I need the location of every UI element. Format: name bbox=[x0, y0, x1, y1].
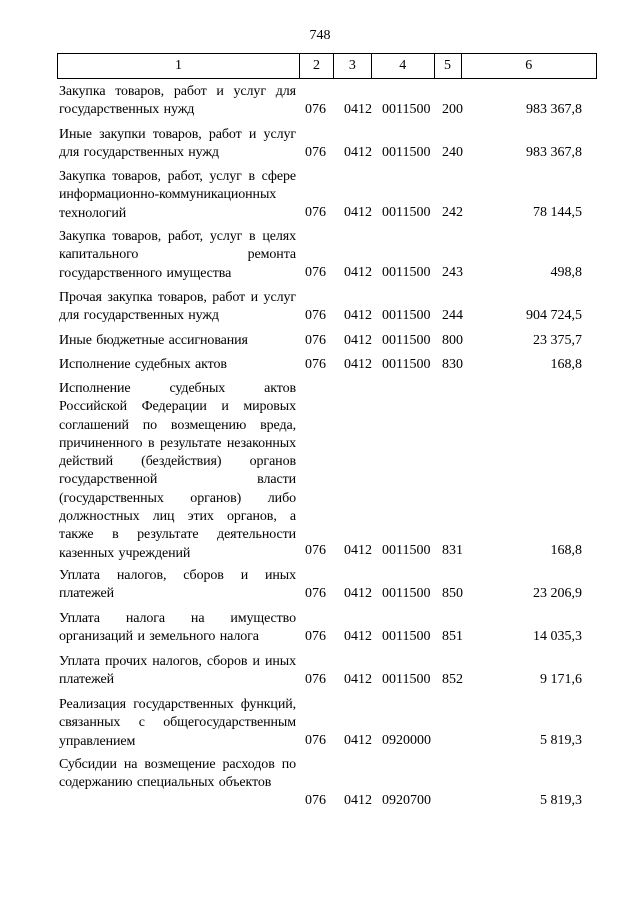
header-col-6: 6 bbox=[525, 58, 533, 73]
row-name: Уплата прочих налогов, сборов и иных платежей bbox=[59, 654, 296, 688]
row-col-3: 0412 bbox=[344, 265, 372, 280]
row-col-6: 168,8 bbox=[550, 357, 582, 372]
row-name: Иные бюджетные ассигнования bbox=[59, 333, 248, 348]
row-col-5: 240 bbox=[442, 145, 463, 160]
row-col-2: 076 bbox=[305, 543, 326, 558]
row-col-6: 5 819,3 bbox=[540, 793, 582, 808]
table-header bbox=[57, 53, 597, 79]
row-col-6: 9 171,6 bbox=[540, 672, 582, 687]
row-name: Субсидии на возмещение расходов по содержанию специальных объектов bbox=[59, 757, 296, 791]
row-col-3: 0412 bbox=[344, 102, 372, 117]
header-col-3: 3 bbox=[334, 54, 372, 78]
row-col-2: 076 bbox=[305, 333, 326, 348]
row-col-4: 0011500 bbox=[382, 586, 431, 601]
row-col-2: 076 bbox=[305, 102, 326, 117]
row-col-3: 0412 bbox=[344, 357, 372, 372]
row-col-2: 076 bbox=[305, 629, 326, 644]
row-col-5: 850 bbox=[442, 586, 463, 601]
row-name: Уплата налогов, сборов и иных платежей bbox=[59, 568, 296, 602]
row-col-6: 23 375,7 bbox=[533, 333, 582, 348]
row-col-4: 0011500 bbox=[382, 357, 431, 372]
header-col-4: 4 bbox=[372, 54, 435, 78]
row-col-5: 851 bbox=[442, 629, 463, 644]
row-col-4: 0011500 bbox=[382, 308, 431, 323]
row-col-6: 14 035,3 bbox=[533, 629, 582, 644]
row-col-5: 830 bbox=[442, 357, 463, 372]
row-col-3: 0412 bbox=[344, 672, 372, 687]
row-col-2: 076 bbox=[305, 308, 326, 323]
row-col-6: 168,8 bbox=[550, 543, 582, 558]
row-col-4: 0920000 bbox=[382, 733, 431, 748]
row-col-6: 78 144,5 bbox=[533, 205, 582, 220]
row-col-2: 076 bbox=[305, 672, 326, 687]
row-col-4: 0011500 bbox=[382, 543, 431, 558]
header-col-2: 2 bbox=[300, 54, 334, 78]
row-col-3: 0412 bbox=[344, 733, 372, 748]
row-col-3: 0412 bbox=[344, 543, 372, 558]
page-number: 748 bbox=[309, 28, 331, 43]
row-col-4: 0011500 bbox=[382, 265, 431, 280]
row-name: Исполнение судебных актов Российской Федерации и мировых соглашений по возмещению вреда, причиненного в результате незаконных действий (бездействия) органов государственной власти (государственных органов) либо должностных лиц этих органов, а также в результате деятельности казенных учреждений bbox=[59, 381, 296, 561]
row-col-4: 0011500 bbox=[382, 145, 431, 160]
row-col-2: 076 bbox=[305, 357, 326, 372]
header-col-5: 5 bbox=[435, 54, 462, 78]
row-col-4: 0011500 bbox=[382, 333, 431, 348]
row-name: Прочая закупка товаров, работ и услуг для государственных нужд bbox=[59, 290, 296, 324]
row-col-4: 0011500 bbox=[382, 102, 431, 117]
row-col-2: 076 bbox=[305, 793, 326, 808]
header-col-1: 1 bbox=[58, 54, 300, 78]
row-col-4: 0920700 bbox=[382, 793, 431, 808]
row-col-6: 498,8 bbox=[550, 265, 582, 280]
row-col-3: 0412 bbox=[344, 333, 372, 348]
row-col-3: 0412 bbox=[344, 145, 372, 160]
row-name: Уплата налога на имущество организаций и земельного налога bbox=[59, 611, 296, 645]
row-name: Закупка товаров, работ, услуг в сфере информационно-коммуникационных технологий bbox=[59, 169, 296, 221]
row-col-2: 076 bbox=[305, 733, 326, 748]
row-col-6: 5 819,3 bbox=[540, 733, 582, 748]
row-col-6: 904 724,5 bbox=[526, 308, 582, 323]
row-col-2: 076 bbox=[305, 586, 326, 601]
row-name: Закупка товаров, работ, услуг в целях капитального ремонта государственного имущества bbox=[59, 229, 296, 281]
row-col-6: 23 206,9 bbox=[533, 586, 582, 601]
row-col-3: 0412 bbox=[344, 586, 372, 601]
row-name: Закупка товаров, работ и услуг для государственных нужд bbox=[59, 84, 296, 118]
row-col-3: 0412 bbox=[344, 629, 372, 644]
row-col-5: 852 bbox=[442, 672, 463, 687]
row-col-2: 076 bbox=[305, 145, 326, 160]
row-col-2: 076 bbox=[305, 265, 326, 280]
row-col-5: 244 bbox=[442, 308, 463, 323]
row-col-6: 983 367,8 bbox=[526, 145, 582, 160]
row-col-5: 800 bbox=[442, 333, 463, 348]
row-col-5: 200 bbox=[442, 102, 463, 117]
row-col-4: 0011500 bbox=[382, 205, 431, 220]
row-name: Иные закупки товаров, работ и услуг для государственных нужд bbox=[59, 127, 296, 161]
row-col-5: 242 bbox=[442, 205, 463, 220]
row-col-4: 0011500 bbox=[382, 629, 431, 644]
row-col-2: 076 bbox=[305, 205, 326, 220]
row-col-3: 0412 bbox=[344, 308, 372, 323]
row-name: Реализация государственных функций, связанных с общегосударственным управлением bbox=[59, 697, 296, 749]
row-col-6: 983 367,8 bbox=[526, 102, 582, 117]
row-col-5: 831 bbox=[442, 543, 463, 558]
row-name: Исполнение судебных актов bbox=[59, 357, 227, 372]
row-col-4: 0011500 bbox=[382, 672, 431, 687]
row-col-3: 0412 bbox=[344, 205, 372, 220]
row-col-3: 0412 bbox=[344, 793, 372, 808]
row-col-5: 243 bbox=[442, 265, 463, 280]
